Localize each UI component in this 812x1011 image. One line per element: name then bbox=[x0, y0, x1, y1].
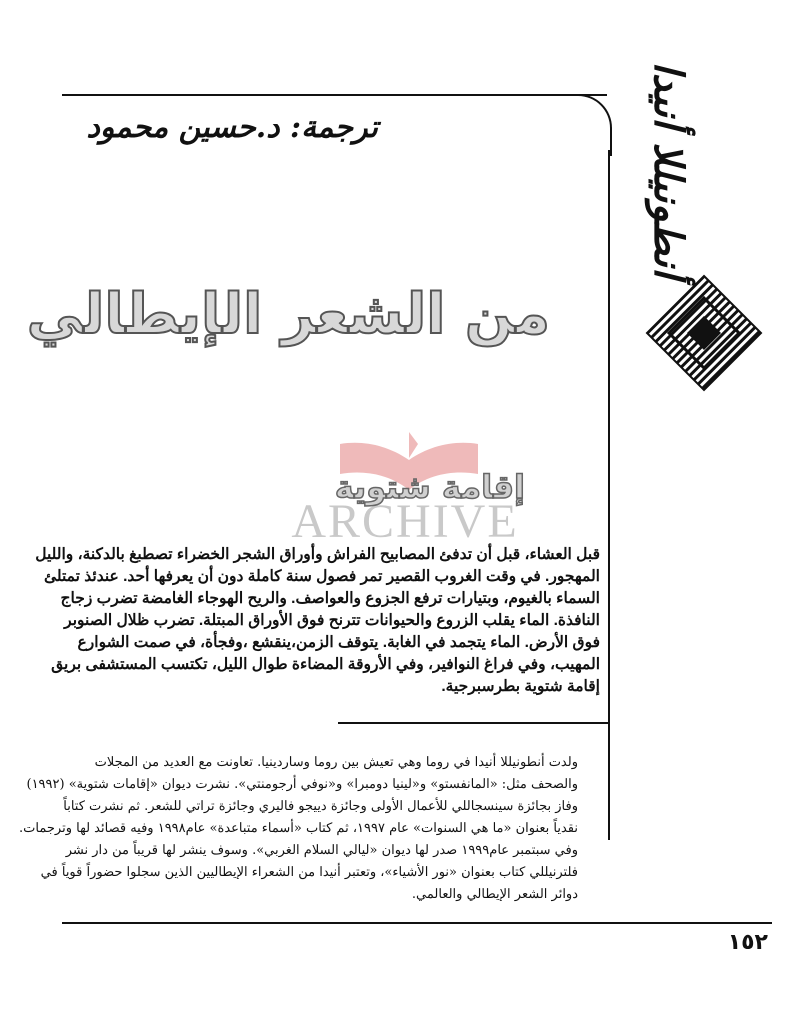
poem-body bbox=[35, 544, 600, 698]
bio-line: دوائر الشعر الإيطالي والعالمي. bbox=[411, 887, 578, 902]
watermark-text: ARCHIVE bbox=[291, 495, 519, 548]
footer-divider bbox=[62, 922, 772, 924]
poem-line: المهجور. في وقت الغروب القصير تمر فصول سنة كاملة دون أن يعرفها أحد. عندئذ تمتلئ bbox=[43, 568, 600, 585]
translator-credit: ترجمة: د.حسين محمود bbox=[86, 110, 378, 145]
bio-line: وفاز بجائزة سينسجاللي للأعمال الأولى وجائزة دييجو فاليري وجائزة تراتي للشعر. ثم نشرت كتاباً bbox=[63, 799, 578, 814]
poem-title: إقامة شتوية bbox=[334, 468, 525, 506]
poem-line: فوق الأرض. الماء يتجمد في الغابة. يتوقف الزمن،ينقشع ،وفجأة، في صمت الشوارع bbox=[77, 634, 600, 651]
poem-line: المهيب، وفي فراغ النوافير، وفي الأروقة المضاءة طوال الليل، تكتسب المستشفى بريق bbox=[51, 656, 600, 673]
frame-corner bbox=[560, 94, 612, 156]
diamond-ornament-icon bbox=[645, 274, 763, 392]
bio-line: نقدياً بعنوان «ما هي السنوات» عام ١٩٩٧، ثم كتاب «أسماء متباعدة» عام١٩٩٨ وفيه قصائد لها وترجمات. bbox=[19, 821, 578, 836]
poem-line: قبل العشاء، قبل أن تدفئ المصابيح الفراش وأوراق الشجر الخضراء تصطبغ بالدكنة، والليل bbox=[35, 546, 600, 563]
bio-line: والصحف مثل: «المانفستو» و«لينيا دومبرا» و«نوفي أرجومنتي». نشرت ديوان «إقامات شتوية» (١٩٩٢) bbox=[26, 777, 578, 792]
poem-divider bbox=[338, 722, 608, 724]
bio-line: وفي سبتمبر عام١٩٩٩ صدر لها ديوان «ليالي السلام الغربي». وسوف ينشر لها قريباً من دار نشر bbox=[65, 843, 578, 858]
bio-line: فلترنيللي كتاب بعنوان «نور الأشياء»، وتعتبر أنيدا من الشعراء الإيطاليين الذين سجلوا حضوراً قوياً في bbox=[40, 865, 578, 880]
author-name: أنطونيللا أنيدا bbox=[645, 61, 692, 279]
right-frame-line bbox=[608, 150, 610, 840]
author-bio bbox=[19, 752, 578, 906]
poem-line: السماء بالغيوم، وبتيارات ترفع الجزوع والعواصف. والريح الهوجاء الغامضة تضرب زجاج bbox=[60, 590, 600, 607]
poem-line: إقامة شتوية بطرسبرجية. bbox=[441, 678, 600, 695]
poem-line: النافذة. الماء يقلب الزروع والحيوانات تترنح فوق الأوراق المبتلة. تضرب ظلال الصنوبر bbox=[64, 612, 600, 629]
top-frame-line bbox=[62, 94, 607, 96]
bio-line: ولدت أنطونيللا أنيدا في روما وهي تعيش بين روما وساردينيا. تعاونت مع العديد من المجلات bbox=[94, 755, 578, 770]
author-vertical-title bbox=[640, 60, 694, 280]
section-headline: من الشعر الإيطالي bbox=[26, 282, 550, 347]
page-number: ١٥٢ bbox=[727, 930, 768, 955]
